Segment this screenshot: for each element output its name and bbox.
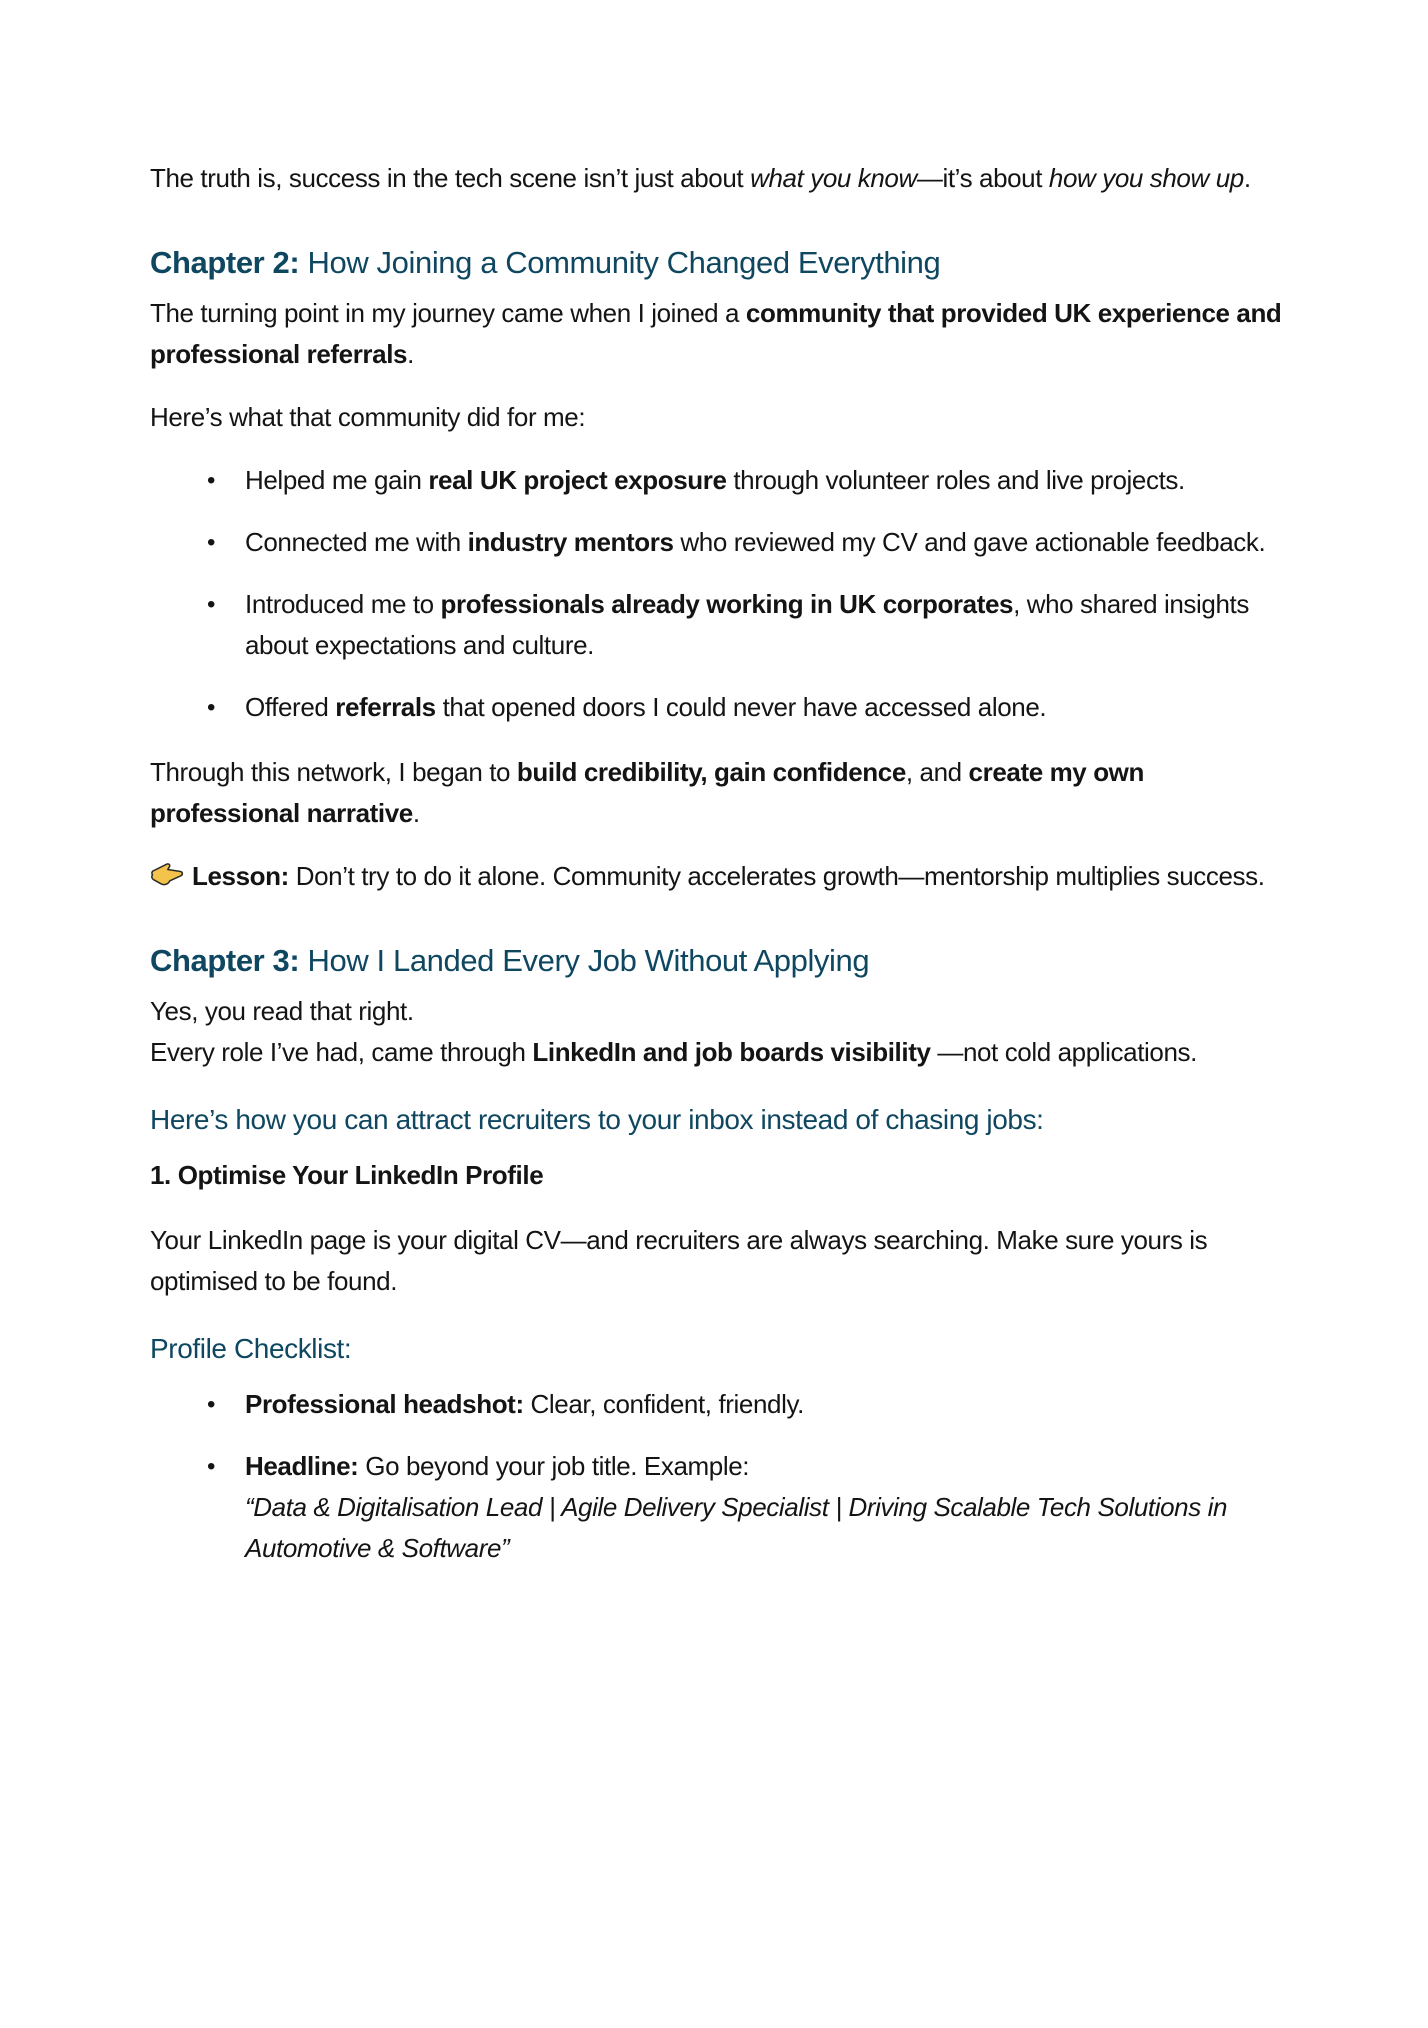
list-item [207,522,1283,563]
lesson-label: Lesson: [192,861,289,891]
bullet-bold: Professional headshot: [245,1389,524,1419]
turning-point-text: The turning point in my journey came when I joined a [150,298,746,328]
bullet-text: Clear, confident, friendly. [523,1389,804,1419]
bullet-dot-icon: • [207,467,216,494]
intro-text: —it’s about [916,163,1049,193]
turning-point-bold: community that provided UK experience and professional referrals [150,298,1282,369]
network-text: , and [905,757,969,787]
bullet-bold: professionals already working in UK corporates [440,589,1014,619]
network-bold: build credibility, gain confidence [516,757,906,787]
network-text: . [412,798,420,828]
bullet-text: Connected me with [245,527,468,557]
bullet-bold: real UK project exposure [428,465,727,495]
pointing-right-hand-icon [150,861,184,889]
chapter-2-prefix: Chapter 2: [150,245,300,280]
checklist-bullet-list [150,1384,1283,1569]
headline-example-quote: “Data & Digitalisation Lead | Agile Delivery Specialist | Driving Scalable Tech Solutions in Automotive & Software” [245,1492,1228,1563]
chapter-2-title: How Joining a Community Changed Everything [299,245,941,280]
bullet-text: Introduced me to [245,589,441,619]
bullet-text: through volunteer roles and live projects. [726,465,1185,495]
network-bold: create my own professional narrative [150,757,1144,828]
chapter-3-title: How I Landed Every Job Without Applying [299,943,870,978]
bullet-text: Go beyond your job title. Example: [358,1451,750,1481]
intro-paragraph [150,158,1283,199]
no-applying-text: —not cold applications. [930,1037,1197,1067]
intro-text: The truth is, success in the tech scene isn’t just about [150,163,751,193]
community-lead-paragraph: Here’s what that community did for me: [150,402,586,432]
list-item [207,460,1283,501]
no-applying-paragraph [150,991,1283,1073]
bullet-text: that opened doors I could never have accessed alone. [435,692,1047,722]
no-applying-text: Every role I’ve had, came through [150,1037,533,1067]
step-1-heading: 1. Optimise Your LinkedIn Profile [150,1160,544,1190]
chapter-2-heading [150,241,1283,285]
bullet-dot-icon: • [207,591,216,618]
intro-text: . [1243,163,1251,193]
attract-recruiters-heading: Here’s how you can attract recruiters to your inbox instead of chasing jobs: [150,1104,1044,1135]
lesson-text: Don’t try to do it alone. Community accelerates growth—mentorship multiplies success. [288,861,1265,891]
bullet-dot-icon: • [207,529,216,556]
bullet-text: , who shared insights about expectations and culture. [245,589,1249,660]
linkedin-paragraph: Your LinkedIn page is your digital CV—and recruiters are always searching. Make sure yours is optimised to be found. [150,1225,1208,1296]
network-paragraph [150,752,1283,834]
bullet-dot-icon: • [207,1453,216,1480]
bullet-text: who reviewed my CV and gave actionable feedback. [673,527,1266,557]
lesson-paragraph [150,856,1283,897]
bullet-text: Helped me gain [245,465,429,495]
community-bullet-list [150,460,1283,728]
bullet-bold: Headline: [245,1451,359,1481]
list-item [207,687,1283,728]
profile-checklist-heading: Profile Checklist: [150,1333,352,1364]
list-item [207,584,1283,666]
turning-point-paragraph [150,293,1283,375]
bullet-text: Offered [245,692,336,722]
bullet-dot-icon: • [207,1391,216,1418]
no-applying-line1: Yes, you read that right. [150,996,414,1026]
list-item [207,1384,1283,1425]
bullet-bold: referrals [335,692,436,722]
no-applying-bold: LinkedIn and job boards visibility [532,1037,931,1067]
intro-italic-how-you-show-up: how you show up [1048,163,1244,193]
bullet-bold: industry mentors [467,527,674,557]
network-text: Through this network, I began to [150,757,517,787]
turning-point-text: . [407,339,414,369]
chapter-3-heading [150,939,1283,983]
intro-italic-what-you-know: what you know [750,163,917,193]
bullet-dot-icon: • [207,694,216,721]
chapter-3-prefix: Chapter 3: [150,943,300,978]
list-item [207,1446,1283,1569]
